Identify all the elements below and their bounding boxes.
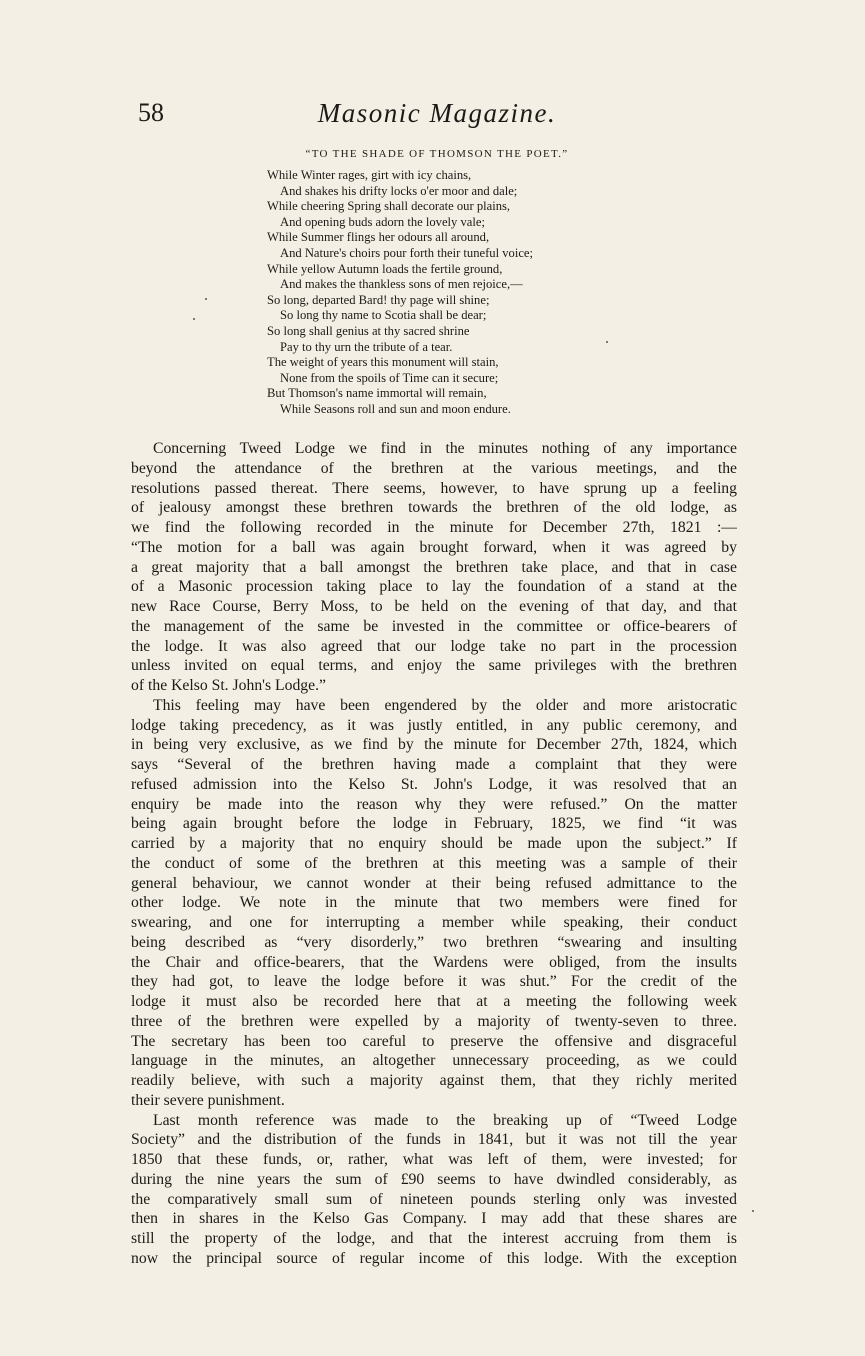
body-line: readily believe, with such a majority against them, that they richly merited bbox=[131, 1072, 737, 1089]
print-speck bbox=[752, 1210, 754, 1212]
body-line: lodge taking precedency, as it was justly entitled, in any public ceremony, and bbox=[131, 716, 737, 734]
poem-line: Pay to thy urn the tribute of a tear. bbox=[280, 339, 453, 354]
poem-line: But Thomson's name immortal will remain, bbox=[267, 386, 487, 401]
page-number: 58 bbox=[138, 98, 164, 127]
poem-line: So long thy name to Scotia shall be dear; bbox=[280, 308, 487, 323]
print-speck bbox=[205, 298, 207, 300]
poem-line: And makes the thankless sons of men rejoice,— bbox=[280, 277, 523, 292]
body-line: carried by a majority that no enquiry should be made upon the subject.” If bbox=[131, 835, 737, 852]
body-line: the conduct of some of the brethren at this meeting was a sample of their bbox=[131, 854, 737, 872]
body-line: of the Kelso St. John's Lodge.” bbox=[131, 677, 326, 694]
body-line: says “Several of the brethren having made a complaint that they were bbox=[131, 756, 737, 773]
print-speck bbox=[193, 318, 195, 320]
body-line: language in the minutes, an altogether unnecessary proceeding, as we could bbox=[131, 1052, 737, 1070]
poem-line: While yellow Autumn loads the fertile ground, bbox=[267, 261, 503, 276]
body-line: being again brought before the lodge in February, 1825, we find “it was bbox=[131, 815, 737, 833]
body-line: enquiry be made into the reason why they were refused.” On the matter bbox=[131, 795, 737, 813]
poem-line: And Nature's choirs pour forth their tuneful voice; bbox=[280, 245, 534, 260]
body-line: the comparatively small sum of nineteen pounds sterling only was invested bbox=[131, 1190, 737, 1208]
body-line: during the nine years the sum of £90 seems to have dwindled considerably, as bbox=[131, 1170, 737, 1188]
body-line: still the property of the lodge, and that the interest accruing from them is bbox=[131, 1230, 737, 1247]
body-line: a great majority that a ball amongst the brethren take place, and that in case bbox=[131, 558, 737, 576]
poem bbox=[267, 168, 687, 418]
body-line: then in shares in the Kelso Gas Company. I may add that these shares are bbox=[131, 1210, 737, 1228]
body-line: beyond the attendance of the brethren at the various meetings, and the bbox=[131, 459, 737, 477]
poem-line: While cheering Spring shall decorate our plains, bbox=[267, 199, 511, 214]
body-line: the management of the same be invested in the committee or office-bearers of bbox=[131, 617, 737, 635]
body-line: Last month reference was made to the breaking up of “Tweed Lodge bbox=[153, 1111, 737, 1129]
poem-line: So long shall genius at thy sacred shrine bbox=[267, 323, 470, 338]
poem-line: While Winter rages, girt with icy chains, bbox=[267, 168, 472, 182]
body-line: of jealousy amongst these brethren towards the brethren of the old lodge, as bbox=[131, 499, 737, 517]
body-line: being described as “very disorderly,” two brethren “swearing and insulting bbox=[131, 933, 737, 951]
body-line: This feeling may have been engendered by the older and more aristocratic bbox=[153, 696, 737, 714]
body-line: Concerning Tweed Lodge we find in the minutes nothing of any importance bbox=[153, 440, 737, 457]
body-line: resolutions passed thereat. There seems, however, to have sprung up a feeling bbox=[131, 479, 737, 497]
body-line: general behaviour, we cannot wonder at their being refused admittance to the bbox=[131, 874, 737, 892]
body-line: lodge it must also be recorded here that at a meeting the following week bbox=[131, 993, 737, 1010]
body-line: of a Masonic procession taking place to lay the foundation of a stand at the bbox=[131, 578, 737, 596]
page-header bbox=[138, 98, 736, 138]
body-line: Society” and the distribution of the funds in 1841, but it was not till the year bbox=[131, 1131, 737, 1149]
body-line: other lodge. We note in the minute that two members were fined for bbox=[131, 894, 737, 912]
poem-line: While Seasons roll and sun and moon endure. bbox=[280, 401, 511, 416]
poem-line: And opening buds adorn the lovely vale; bbox=[280, 214, 485, 229]
poem-line: The weight of years this monument will stain, bbox=[267, 355, 499, 370]
body-line: The secretary has been too careful to preserve the offensive and disgraceful bbox=[131, 1032, 737, 1050]
body-line: their severe punishment. bbox=[131, 1091, 285, 1109]
poem-title: “TO THE SHADE OF THOMSON THE POET.” bbox=[305, 148, 569, 160]
body-line: the lodge. It was also agreed that our lodge take no part in the procession bbox=[131, 637, 737, 655]
article-body bbox=[131, 439, 737, 1269]
body-line: three of the brethren were expelled by a majority of twenty-seven to three. bbox=[131, 1012, 737, 1030]
poem-line: And shakes his drifty locks o'er moor and dale; bbox=[280, 183, 518, 198]
running-title: Masonic Magazine. bbox=[317, 98, 557, 128]
poem-line: None from the spoils of Time can it secure; bbox=[280, 370, 499, 385]
poem-line: So long, departed Bard! thy page will shine; bbox=[267, 292, 490, 307]
body-line: in being very exclusive, as we find by the minute for December 27th, 1824, which bbox=[131, 736, 737, 754]
print-speck bbox=[606, 341, 608, 343]
body-line: now the principal source of regular income of this lodge. With the exception bbox=[131, 1249, 737, 1267]
body-line: we find the following recorded in the minute for December 27th, 1821 :— bbox=[131, 519, 737, 536]
body-line: the Chair and office-bearers, that the Wardens were obliged, from the insults bbox=[131, 953, 737, 971]
body-line: they had got, to leave the lodge before it was shut.” For the credit of the bbox=[131, 973, 737, 991]
body-line: swearing, and one for interrupting a member while speaking, their conduct bbox=[131, 914, 737, 931]
body-line: “The motion for a ball was again brought forward, when it was agreed by bbox=[131, 538, 737, 556]
body-line: 1850 that these funds, or, rather, what was left of them, were invested; for bbox=[131, 1151, 737, 1168]
body-line: unless invited on equal terms, and enjoy the same privileges with the brethren bbox=[131, 657, 737, 675]
body-line: refused admission into the Kelso St. John's Lodge, it was resolved that an bbox=[131, 775, 737, 793]
poem-line: While Summer flings her odours all around, bbox=[267, 230, 490, 245]
body-line: new Race Course, Berry Moss, to be held on the evening of that day, and that bbox=[131, 598, 737, 615]
